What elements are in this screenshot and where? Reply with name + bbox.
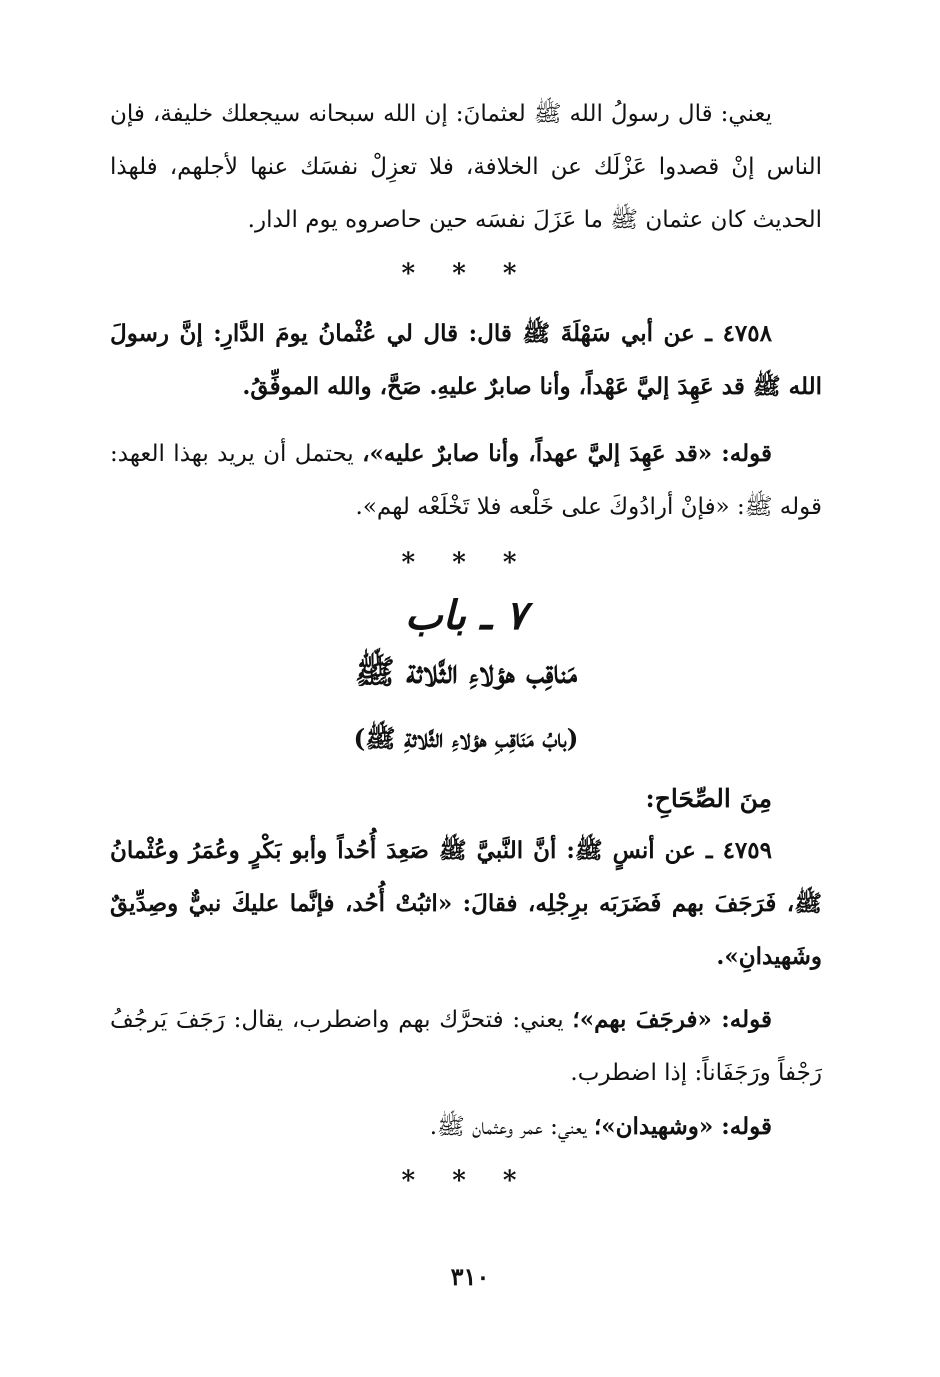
commentary-4759-b: [110, 1100, 822, 1154]
commentary-quote: قوله: «فرجَفَ بهم»؛: [572, 1006, 772, 1033]
section-divider: * * *: [401, 548, 531, 578]
section-divider: * * *: [401, 1166, 531, 1196]
commentary-text: يعني: فتحرَّك بهم واضطرب، يقال: رَجَفَ يَرجُفُ رَجْفاً ورَجَفَاناً: إذا اضطرب.: [110, 1007, 822, 1086]
section-divider: * * *: [401, 259, 531, 289]
commentary-paragraph: يعني: قال رسولُ الله ﷺ لعثمانَ: إن الله سبحانه سيجعلك خليفة، فإن الناس إنْ قصدوا عَزْلَك عن الخلافة، فلا تعزِلْ نفسَك عنها لأجلهم، فلهذا الحديث كان عثمان ﷺ ما عَزَلَ نفسَه حين حاصروه يوم الدار.: [110, 101, 823, 233]
hadith-4758: ٤٧٥٨ ـ عن أبي سَهْلَةَ ﷺ قال: قال لي عُثْمانُ يومَ الدَّارِ: إنَّ رسولَ الله ﷺ قد عَهِدَ إليَّ عَهْداً، وأنا صابرٌ عليهِ. صَحَّ، والله الموفِّقُ.: [110, 320, 822, 400]
bab-subtitle: (بابُ مَنَاقِبِ هؤلاءِ الثَّلاثةِ ﷺ): [353, 724, 579, 753]
commentary-4759-a: [110, 993, 822, 1100]
commentary-quote: قوله: «قد عَهِدَ إليَّ عهداً، وأنا صابرٌ عليه»،: [362, 440, 772, 467]
commentary-text: يعني: عمر وعثمان ﷺ.: [429, 1114, 594, 1140]
section-label: مِنَ الصِّحَاحِ:: [645, 784, 772, 813]
chapter-number: ٧ ـ باب: [404, 592, 528, 639]
chapter-title: مَناقِب هؤلاءِ الثَّلاثة ﷺ: [354, 652, 578, 691]
commentary-text: يحتمل أن يريد بهذا العهد: قوله ﷺ: «فإنْ أرادُوكَ على خَلْعه فلا تَخْلَعْه لهم».: [110, 441, 822, 520]
page-number: ٣١٠: [450, 1262, 490, 1291]
hadith-4759: ٤٧٥٩ ـ عن أنسٍ ﷺ: أنَّ النَّبيَّ ﷺ صَعِدَ أُحُداً وأبو بَكْرٍ وعُمَرُ وعُثْمانُ ﷺ، فَرَجَفَ بهم فَضَرَبَه برِجْلِه، فقالَ: «اثبُتْ أُحُد، فإنَّما عليكَ نبيٌّ وصِدِّيقٌ وشَهيدانِ».: [110, 837, 822, 970]
commentary-quote: قوله: «وشهيدان»؛: [593, 1113, 772, 1140]
book-page: [110, 88, 822, 1196]
commentary-4758: [110, 427, 822, 534]
